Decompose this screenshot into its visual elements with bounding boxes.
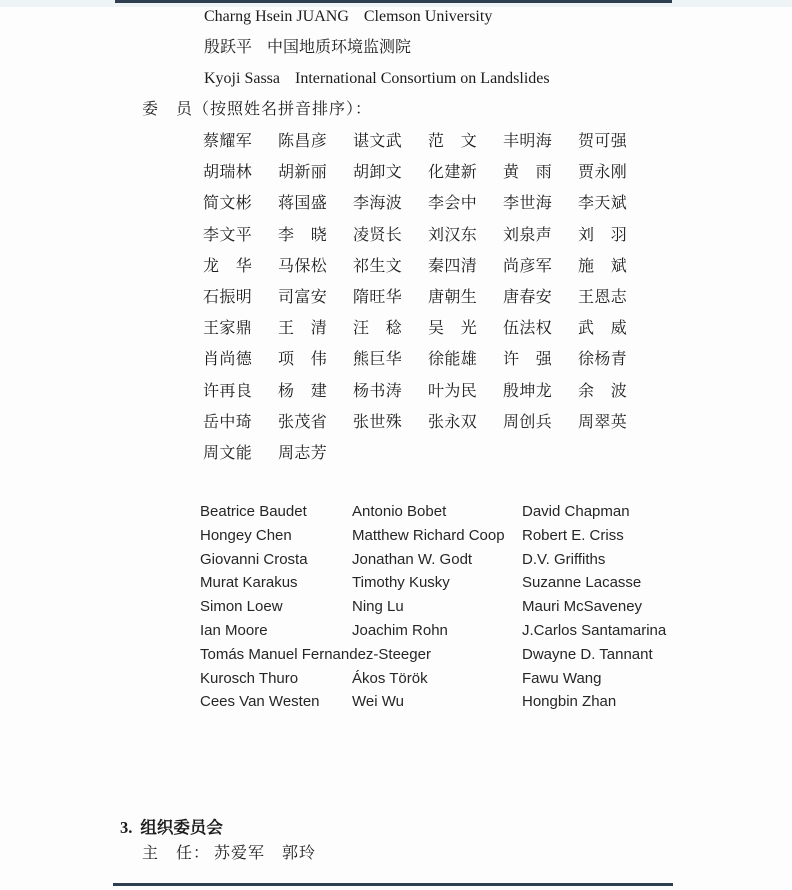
intl-committee-member-name: David Chapman xyxy=(522,503,630,520)
chinese-committee-member-grid xyxy=(203,126,653,469)
intl-committee-member-name: Mauri McSaveney xyxy=(522,598,643,616)
committee-member-name: 蔡耀军 xyxy=(203,133,253,150)
intl-committee-member-name: Cees Van Westen xyxy=(200,693,320,711)
intl-committee-member-name: Simon Loew xyxy=(200,598,283,616)
committee-label: 委 员 xyxy=(142,101,194,118)
intl-committee-member-name: Hongey Chen xyxy=(200,526,292,544)
committee-member-name: 李天斌 xyxy=(578,195,628,213)
committee-member-name: 范 文 xyxy=(428,133,478,150)
committee-member-name: 唐春安 xyxy=(503,288,553,306)
intl-committee-member-name: J.Carlos Santamarina xyxy=(522,621,667,639)
intl-committee-member-name: Murat Karakus xyxy=(200,574,298,592)
committee-member-name: 杨书涛 xyxy=(353,382,403,400)
committee-member-name: 肖尚德 xyxy=(203,351,253,369)
committee-member-name: 叶为民 xyxy=(428,382,478,400)
committee-member-name: 谌文武 xyxy=(353,133,403,150)
committee-member-name: 许再良 xyxy=(203,382,253,400)
intl-committee-member-name: Joachim Rohn xyxy=(352,621,448,639)
committee-member-name: 贾永刚 xyxy=(578,164,628,182)
intl-committee-member-name: Jonathan W. Godt xyxy=(352,550,473,568)
committee-member-name: 周翠英 xyxy=(578,413,628,431)
section-title: 组织委员会 xyxy=(140,818,223,837)
committee-member-name: 王恩志 xyxy=(578,288,628,306)
committee-member-name: 熊巨华 xyxy=(353,351,403,369)
committee-member-name: 贺可强 xyxy=(578,133,628,150)
committee-member-name: 马保松 xyxy=(278,257,328,275)
chair-label: 主 任： xyxy=(142,845,211,862)
committee-member-name: 隋旺华 xyxy=(353,288,403,306)
advisor-row xyxy=(204,40,411,56)
intl-committee-member-name: Fawu Wang xyxy=(522,669,602,687)
committee-member-name: 蒋国盛 xyxy=(278,195,328,213)
advisor-affiliation: Clemson University xyxy=(363,8,493,25)
committee-member-name: 吴 光 xyxy=(428,320,478,338)
committee-member-name: 岳中琦 xyxy=(203,413,253,431)
committee-member-name: 伍法权 xyxy=(503,320,553,338)
committee-member-name: 李 晓 xyxy=(278,226,328,244)
committee-member-name: 张永双 xyxy=(428,413,478,431)
committee-member-name: 黄 雨 xyxy=(503,164,553,182)
committee-member-name: 祁生文 xyxy=(353,257,403,275)
committee-member-name: 王家鼎 xyxy=(203,320,253,338)
committee-member-name: 化建新 xyxy=(428,164,478,182)
section-heading-organizing-committee xyxy=(120,818,223,837)
section-number: 3. xyxy=(120,818,133,837)
committee-sort-note: （按照姓名拼音排序）： xyxy=(193,101,373,118)
committee-member-name: 秦四清 xyxy=(428,257,478,275)
committee-member-name: 尚彦军 xyxy=(503,257,553,275)
committee-member-name: 施 斌 xyxy=(578,257,628,275)
intl-committee-member-name: D.V. Griffiths xyxy=(522,550,606,568)
committee-member-name: 简文彬 xyxy=(203,195,253,213)
intl-committee-member-name: Giovanni Crosta xyxy=(200,550,308,568)
committee-member-name: 刘汉东 xyxy=(428,226,478,244)
committee-member-name: 胡新丽 xyxy=(278,164,328,182)
committee-member-name: 胡瑞林 xyxy=(203,164,253,182)
committee-member-name: 李海波 xyxy=(353,195,403,213)
advisor-affiliation: International Consortium on Landslides xyxy=(295,70,550,87)
advisor-name: 殷跃平 xyxy=(204,39,253,56)
committee-member-name: 余 波 xyxy=(578,382,628,400)
committee-member-name: 胡卸文 xyxy=(353,164,403,182)
committee-member-name: 汪 稔 xyxy=(353,320,403,338)
committee-member-name: 丰明海 xyxy=(503,133,553,150)
chair-names: 苏爱军 郭玲 xyxy=(214,845,317,862)
committee-member-name: 项 伟 xyxy=(278,351,328,369)
advisor-name: Charng Hsein JUANG xyxy=(204,8,349,25)
intl-committee-member-name: Kurosch Thuro xyxy=(200,669,299,687)
committee-member-name: 王 清 xyxy=(278,320,328,338)
committee-member-name: 武 威 xyxy=(578,320,628,338)
intl-committee-member-name: Dwayne D. Tannant xyxy=(522,645,653,663)
advisor-name: Kyoji Sassa xyxy=(204,70,280,87)
intl-committee-member-name: Ning Lu xyxy=(352,598,404,616)
committee-member-name: 刘泉声 xyxy=(503,226,553,244)
intl-committee-member-name: Tomás Manuel Fernandez-Steeger xyxy=(200,645,431,663)
committee-members-label xyxy=(142,101,372,119)
committee-member-name: 陈昌彦 xyxy=(278,133,328,150)
committee-member-name: 周创兵 xyxy=(503,413,553,431)
committee-member-name: 张茂省 xyxy=(278,413,328,431)
committee-member-name: 徐杨青 xyxy=(578,351,628,369)
intl-committee-member-name: Antonio Bobet xyxy=(352,503,447,520)
intl-committee-member-name: Robert E. Criss xyxy=(522,526,624,544)
committee-member-name: 许 强 xyxy=(503,351,553,369)
committee-member-name: 周志芳 xyxy=(278,444,328,462)
intl-committee-member-name: Matthew Richard Coop xyxy=(352,526,505,544)
committee-member-name: 李世海 xyxy=(503,195,553,213)
committee-member-name: 李会中 xyxy=(428,195,478,213)
committee-member-name: 徐能雄 xyxy=(428,351,478,369)
bottom-horizontal-rule xyxy=(113,883,673,886)
intl-committee-member-name: Timothy Kusky xyxy=(352,574,450,592)
intl-committee-member-name: Wei Wu xyxy=(352,693,404,711)
intl-committee-member-name: Suzanne Lacasse xyxy=(522,574,642,592)
committee-member-name: 石振明 xyxy=(203,288,253,306)
international-committee-member-grid xyxy=(200,500,752,714)
committee-member-name: 李文平 xyxy=(203,226,253,244)
committee-member-name: 杨 建 xyxy=(278,382,328,400)
intl-committee-member-name: Ákos Török xyxy=(352,669,428,687)
committee-member-name: 龙 华 xyxy=(203,257,253,275)
intl-committee-member-name: Beatrice Baudet xyxy=(200,503,307,520)
committee-member-name: 凌贤长 xyxy=(353,226,403,244)
committee-member-name: 司富安 xyxy=(278,288,328,306)
committee-member-name: 张世殊 xyxy=(353,413,403,431)
committee-member-name: 殷坤龙 xyxy=(503,382,553,400)
advisor-row xyxy=(204,71,550,87)
committee-member-name: 周文能 xyxy=(203,444,253,462)
advisor-affiliation: 中国地质环境监测院 xyxy=(267,39,412,56)
organizing-committee-chair-line xyxy=(142,844,316,863)
intl-committee-member-name: Ian Moore xyxy=(200,621,268,639)
intl-committee-member-name: Hongbin Zhan xyxy=(522,693,617,711)
top-horizontal-rule xyxy=(115,0,672,3)
committee-member-name: 刘 羽 xyxy=(578,226,628,244)
advisor-row xyxy=(204,9,492,25)
committee-member-name: 唐朝生 xyxy=(428,288,478,306)
